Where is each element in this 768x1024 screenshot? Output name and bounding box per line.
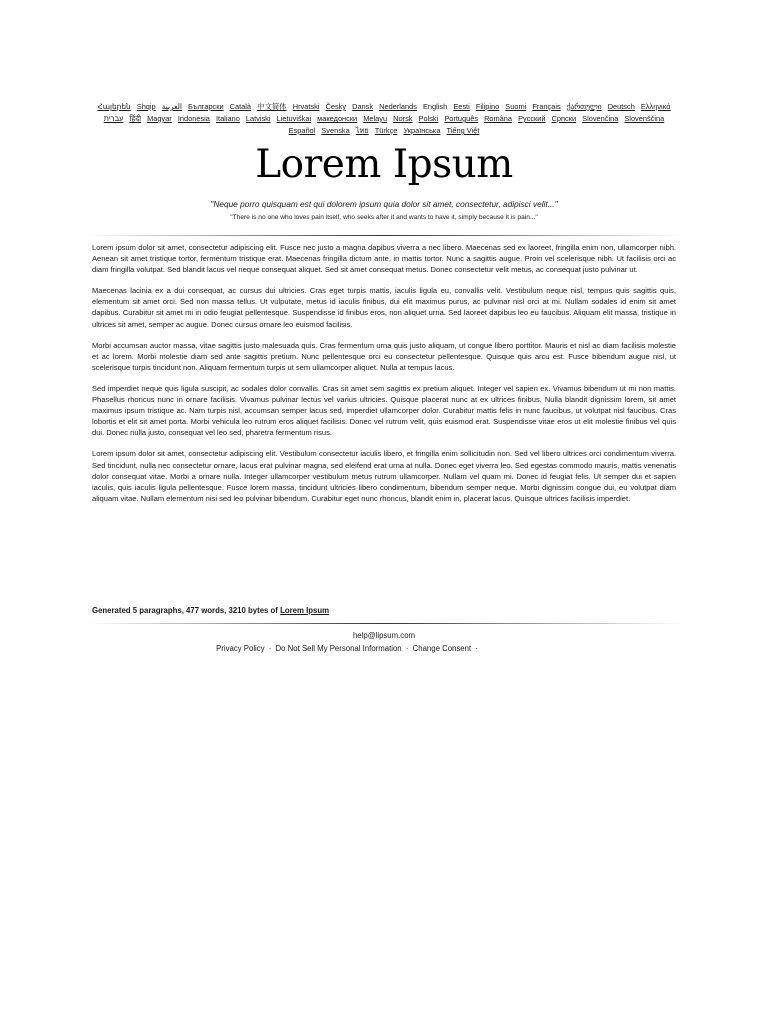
footer-links bbox=[0, 643, 696, 654]
top-divider bbox=[84, 235, 684, 236]
language-link[interactable]: Latviski bbox=[245, 114, 271, 123]
language-link[interactable]: Hrvatski bbox=[292, 102, 320, 111]
contact-email[interactable]: help@lipsum.com bbox=[352, 631, 416, 640]
paragraph: Morbi accumsan auctor massa, vitae sagittis justo malesuada quis. Cras fermentum urna quis justo aliquam, ut congue libero porttitor. Mauris et nisl ac diam facilisis molestie et ac lorem. Morbi molestie diam sed ante sagittis pretium. Nunc pellentesque orci eu consectetur pellentesque. Quisque quis arcu est. Fusce bibendum augue nisl, ut scelerisque turpis tincidunt non. Aliquam fermentum turpis ut sem ullamcorper aliquet. Nulla at tempus lacus. bbox=[92, 340, 676, 372]
language-link[interactable]: Česky bbox=[325, 102, 347, 111]
language-row-3 bbox=[88, 125, 680, 137]
language-link[interactable]: ไทย bbox=[355, 126, 369, 135]
paragraph: Maecenas lacinia ex a dui consequat, ac cursus dui ultricies. Cras eget turpis mattis, iaculis ligula eu, convallis velit. Vestibulum neque nisl, tempus quis sagittis quis, elementum sit amet orci. Sed non massa tellus. Ut vulputate, metus id iaculis finibus, dui elit maximus purus, ac pulvinar nisl orci at mi. Nullam sodales id enim sit amet dapibus. Curabitur sit amet mi in odio feugiat pellentesque. Suspendisse id finibus eros, non aliquet urna. Sed laoreet dapibus leo eu faucibus. Aliquam elit massa, tristique in ultrices sit amet, semper ac augue. Donec cursus ornare leo euismod facilisis. bbox=[92, 286, 676, 329]
language-link[interactable]: Српски bbox=[551, 114, 577, 123]
language-link[interactable]: Русский bbox=[518, 114, 546, 123]
lorem-content bbox=[92, 242, 676, 514]
language-link[interactable]: Svenska bbox=[321, 126, 350, 135]
language-link[interactable]: Indonesia bbox=[177, 114, 210, 123]
language-link[interactable]: Català bbox=[229, 102, 252, 111]
language-link[interactable]: Türkçe bbox=[374, 126, 398, 135]
language-link[interactable]: Suomi bbox=[505, 102, 527, 111]
language-link[interactable]: Українська bbox=[403, 126, 441, 135]
language-link[interactable]: Nederlands bbox=[379, 102, 417, 111]
language-link[interactable]: العربية bbox=[161, 102, 182, 111]
change-consent-link[interactable]: Change Consent bbox=[412, 644, 472, 653]
language-link[interactable]: Filipino bbox=[475, 102, 500, 111]
lorem-ipsum-link[interactable]: Lorem Ipsum bbox=[280, 606, 330, 615]
language-link[interactable]: Deutsch bbox=[607, 102, 635, 111]
paragraph: Lorem ipsum dolor sit amet, consectetur adipiscing elit. Vestibulum consectetur iaculis libero, et fringilla enim sollicitudin non. Sed vel libero ultrices orci condimentum viverra. Sed tincidunt, nulla nec consectetur ornare, lacus erat pulvinar magna, sed eleifend erat urna at nulla. Donec eget viverra leo. Sed egestas commodo mauris, mattis venenatis dolor consequat vitae. Morbi a ornare nulla. Integer ullamcorper vestibulum metus rutrum ullamcorper. Nullam vel quam mi. Donec id feugiat felis. Ut semper dui et sapien iaculis, quis iaculis ligula pellentesque. Fusce lorem massa, tincidunt ultricies libero condimentum, bibendum semper neque. Morbi dignissim congue dui, eu volutpat diam aliquam vitae. Nullam elementum nisi sed leo pulvinar bibendum. Curabitur eget nunc rhoncus, blandit enim in, placerat lacus. Quisque ultrices facilisis imperdiet. bbox=[92, 449, 676, 503]
bottom-divider bbox=[84, 623, 684, 624]
language-link[interactable]: Magyar bbox=[147, 114, 172, 123]
language-link[interactable]: Lietuviškai bbox=[276, 114, 312, 123]
latin-quote: "Neque porro quisquam est qui dolorem ipsum quia dolor sit amet, consectetur, adipisci velit..." bbox=[210, 199, 558, 209]
language-link[interactable]: עברית bbox=[103, 114, 124, 123]
language-link[interactable]: Shqip bbox=[136, 102, 156, 111]
language-link[interactable]: Eesti bbox=[453, 102, 470, 111]
page-title: Lorem Ipsum bbox=[255, 142, 513, 187]
paragraph: Sed imperdiet neque quis ligula suscipit, ac sodales dolor convallis. Cras sit amet sem sagittis ex pretium aliquet. Integer vel sapien ex. Vivamus bibendum ut mi non mattis. Phasellus rhoncus nunc in ornare facilisis. Vivamus pulvinar lectus vel varius ultricies. Quisque placerat nunc at ex ultrices finibus. Nulla blandit dignissim lorem, sit amet maximus ipsum tristique ac. Nam turpis nisl, accumsan semper lacus sed, imperdiet ullamcorper dolor. Curabitur mattis felis in nunc faucibus, ut volutpat nisl faucibus. Cras lobortis et elit sit amet porta. Morbi vehicula leo rutrum eros aliquet facilisis. Donec vel rutrum velit, quis euismod erat. Suspendisse vitae eros ut elit molestie finibus vel quis dui. Donec nulla justo, consequat vel leo sed, pharetra fermentum risus. bbox=[92, 383, 676, 438]
language-link[interactable]: Português bbox=[444, 114, 479, 123]
language-link[interactable]: Italiano bbox=[215, 114, 240, 123]
language-link[interactable]: Polski bbox=[418, 114, 439, 123]
separator: · bbox=[268, 644, 272, 653]
language-selector bbox=[88, 101, 680, 137]
language-link[interactable]: 中文简体 bbox=[257, 102, 287, 111]
quote-translation: "There is no one who loves pain itself, who seeks after it and wants to have it, simply because it is pain..." bbox=[230, 214, 538, 221]
language-link[interactable]: Հայերեն bbox=[97, 102, 131, 111]
separator: · bbox=[475, 644, 478, 653]
language-link[interactable]: македонски bbox=[317, 114, 358, 123]
language-link[interactable]: Español bbox=[288, 126, 316, 135]
paragraph: Lorem ipsum dolor sit amet, consectetur adipiscing elit. Fusce nec justo a magna dapibus viverra a nec libero. Maecenas sed ex laoreet, fringilla enim non, ullamcorper nibh. Aenean sit amet tristique tortor, fermentum tristique erat. Maecenas fringilla dictum ante, in mattis tortor. Nunc a sagittis augue. Proin vel scelerisque nibh. Ut facilisis orci ac diam fringilla volutpat. Sed blandit lacus vel neque consequat aliquet. Sed sit amet consequat metus. Donec consectetur velit metus, ac consequat justo pulvinar ut. bbox=[92, 243, 676, 275]
language-link[interactable]: Româna bbox=[484, 114, 513, 123]
separator: · bbox=[405, 644, 409, 653]
language-link[interactable]: Français bbox=[532, 102, 561, 111]
language-row-1 bbox=[88, 101, 680, 113]
language-link[interactable]: Slovenčina bbox=[582, 114, 619, 123]
language-link[interactable]: Ελληνικά bbox=[640, 102, 671, 111]
generated-summary-text: Generated 5 paragraphs, 477 words, 3210 bytes of bbox=[92, 606, 278, 615]
privacy-policy-link[interactable]: Privacy Policy bbox=[216, 644, 265, 653]
language-link[interactable]: Norsk bbox=[393, 114, 413, 123]
language-link[interactable]: Dansk bbox=[352, 102, 374, 111]
language-link[interactable]: ქართული bbox=[566, 102, 602, 111]
do-not-sell-link[interactable]: Do Not Sell My Personal Information bbox=[275, 644, 402, 653]
language-link[interactable]: हिंदी bbox=[129, 114, 142, 123]
language-row-2 bbox=[88, 113, 680, 125]
language-link[interactable]: Български bbox=[188, 102, 224, 111]
language-link[interactable]: Tiếng Việt bbox=[446, 126, 480, 135]
language-link[interactable]: Melayu bbox=[363, 114, 388, 123]
language-link[interactable]: Slovenščina bbox=[624, 114, 665, 123]
language-link[interactable]: English bbox=[423, 102, 448, 111]
generated-summary bbox=[92, 605, 676, 616]
